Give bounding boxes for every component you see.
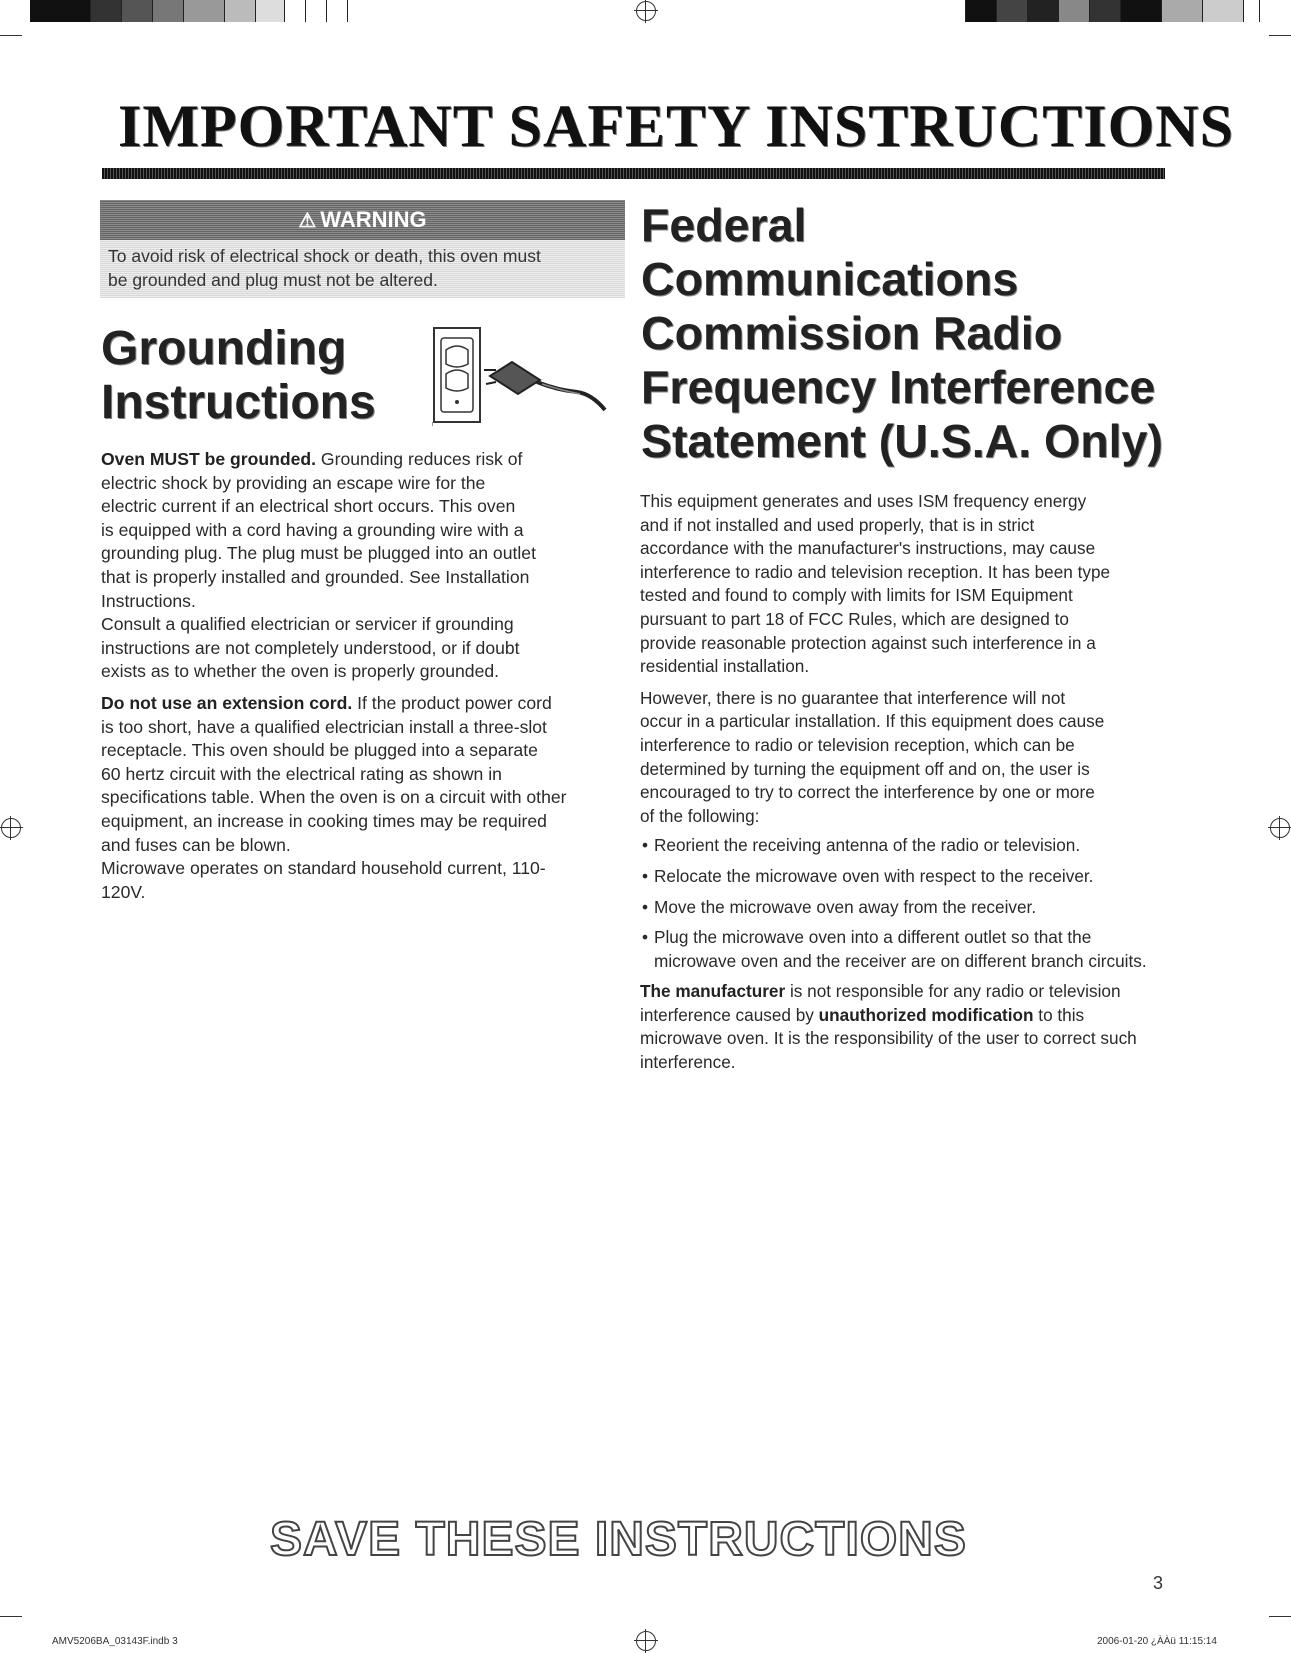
text-line: of the following: [640,805,760,826]
heading-line: Federal [641,199,807,251]
text-line: exists as to whether the oven is properly grounded. [101,661,500,682]
list-item: • Relocate the microwave oven with respect to the receiver. [640,865,1170,889]
warning-line: be grounded and plug must not be altered. [108,270,438,290]
text-line: interference to radio and television reception. It has been type [640,561,1111,582]
heading-line: Commission Radio [641,307,1063,359]
crop-mark [0,1616,22,1617]
color-bar-left [30,0,348,22]
registration-mark-left [1,818,21,838]
text-line: receptacle. This oven should be plugged into a separate [101,740,538,761]
text-line: electric current if an electrical short occurs. This oven [101,496,516,517]
text-line: equipment, an increase in cooking times may be required [101,810,547,831]
fcc-paragraph-1 [640,490,1170,679]
list-item: • Move the microwave oven away from the receiver. [640,896,1170,920]
text-line: is equipped with a cord having a grounding wire with a [101,519,524,540]
grounding-heading [101,322,376,430]
text-line: accordance with the manufacturer's instructions, may cause [640,538,1096,559]
text-line: and fuses can be blown. [101,834,291,855]
color-bar-right [935,0,1260,22]
text-line: is too short, have a qualified electrician install a three-slot [101,716,547,737]
title-divider [102,168,1165,179]
crop-mark [1269,35,1291,36]
crop-mark [1269,1616,1291,1617]
date-slug: 2006-01-20 ¿ÀÀü 11:15:14 [1097,1636,1217,1647]
text-span: to this microwave oven. It is the responsibility of the user to correct such interference. [640,1004,1137,1073]
list-item: • Plug the microwave oven into a different outlet so that the microwave oven and the receiver are on different branch circuits. [640,926,1170,973]
bold-text: The manufacturer [640,981,786,1002]
text-line: encouraged to try to correct the interference by one or more [640,782,1095,803]
text-line: Microwave operates on standard household current, 110- [101,858,546,879]
heading-line: Communications [641,253,1019,305]
text-line: residential installation. [640,656,810,677]
text-line: 120V. [101,881,146,902]
text-line: If the product power cord [352,692,552,713]
text-line: tested and found to comply with limits for ISM Equipment [640,585,1073,606]
text-line: occur in a particular installation. If this equipment does cause [640,711,1105,732]
text-line: instructions are not completely understood, or if doubt [101,637,520,658]
text-line: 60 hertz circuit with the electrical rating as shown in [101,763,502,784]
text-line: interference to radio or television reception, which can be [640,734,1075,755]
fcc-paragraph-3 [640,980,1170,1074]
page-number: 3 [1153,1573,1164,1593]
crop-mark [0,35,22,36]
warning-box [100,200,625,298]
warning-line: To avoid risk of electrical shock or death, this oven must [108,246,541,266]
heading-line: Statement (U.S.A. Only) [641,415,1163,467]
text-line: pursuant to part 18 of FCC Rules, which are designed to [640,608,1069,629]
bold-lead: Oven MUST be grounded. [101,449,317,469]
grounding-paragraph-1 [101,448,621,684]
text-line: specifications table. When the oven is on a circuit with other [101,787,567,808]
text-line: Instructions. [101,590,196,611]
grounding-paragraph-2 [101,692,621,904]
warning-text [100,240,625,298]
text-line: provide reasonable protection against such interference in a [640,632,1096,653]
text-line: and if not installed and used properly, that is in strict [640,514,1035,535]
list-item: • Reorient the receiving antenna of the radio or television. [640,834,1170,858]
registration-mark-top [636,1,656,21]
warning-header [100,200,625,240]
warning-label: WARNING [320,207,427,232]
registration-mark-bottom [636,1631,656,1651]
fcc-heading [641,198,1163,468]
registration-mark-right [1270,818,1290,838]
bold-lead: Do not use an extension cord. [101,692,353,713]
heading-line: Instructions [101,376,376,429]
warning-triangle-icon: ⚠ [298,209,317,232]
fcc-text [640,490,1170,1075]
file-slug: AMV5206BA_03143F.indb 3 [52,1636,178,1647]
text-line: Grounding reduces risk of [316,449,523,469]
text-line: Consult a qualified electrician or servicer if grounding [101,614,514,635]
heading-line: Grounding [101,322,347,375]
fcc-paragraph-2 [640,687,1170,829]
text-line: grounding plug. The plug must be plugged into an outlet [101,543,536,564]
heading-line: Frequency Interference [641,361,1156,413]
grounded-outlet-plug-icon [432,326,610,428]
save-instructions-banner: SAVE THESE INSTRUCTIONS [270,1513,967,1566]
page-title: IMPORTANT SAFETY INSTRUCTIONS [118,93,1234,159]
fcc-bullet-list [640,834,1170,973]
text-line: However, there is no guarantee that interference will not [640,687,1066,708]
text-line: electric shock by providing an escape wire for the [101,472,486,493]
text-span: is not responsible for any radio or television interference caused by [640,981,1121,1025]
text-line: This equipment generates and uses ISM frequency energy [640,491,1087,511]
text-line: determined by turning the equipment off and on, the user is [640,758,1090,779]
bold-text: unauthorized modification [818,1004,1034,1025]
grounding-text [101,448,621,904]
text-line: that is properly installed and grounded. See Installation [101,566,530,587]
